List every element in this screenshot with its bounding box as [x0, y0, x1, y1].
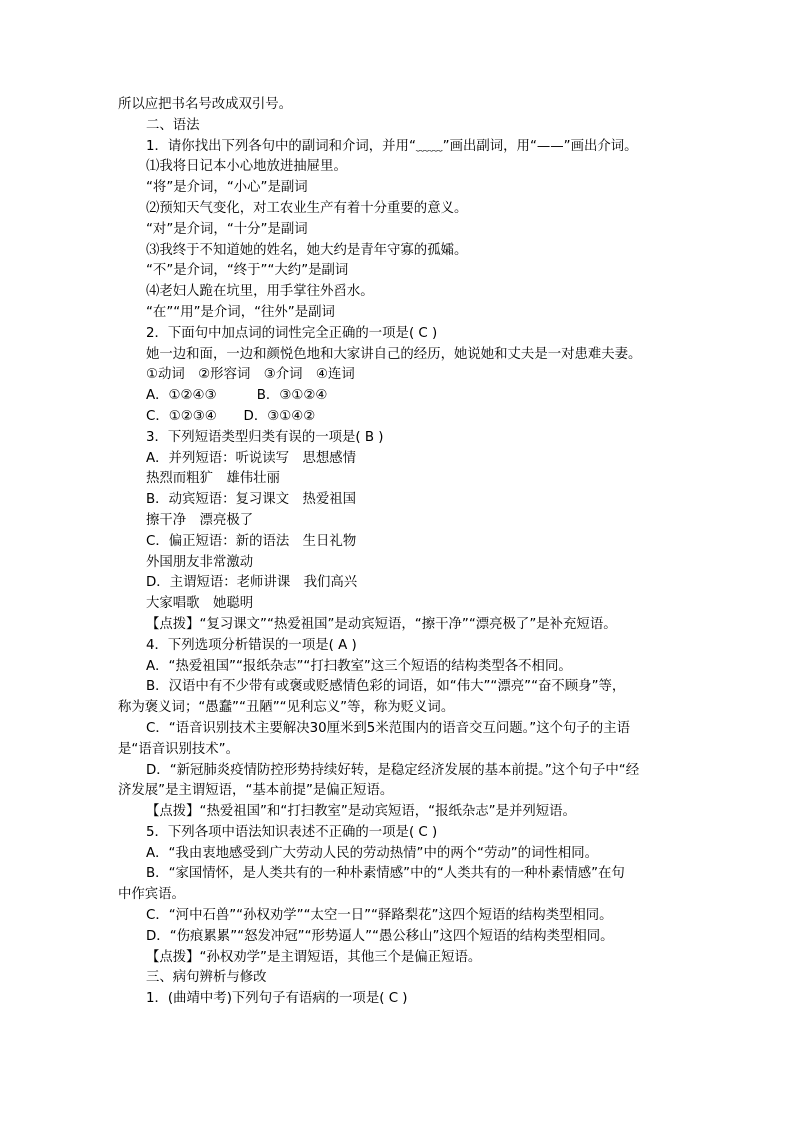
text-line: 【点拨】“热爱祖国”和“打扫教室”是动宾短语，“报纸杂志”是并列短语。 — [146, 804, 576, 820]
text-line: C．偏正短语：新的语法 生日礼物 — [146, 533, 357, 549]
text-line: 是“语音识别技术”。 — [118, 741, 239, 757]
text-line: 3．下列短语类型归类有误的一项是( B ) — [146, 429, 384, 445]
text-line: 称为褒义词；“愚蠢”“丑陋”“见利忘义”等，称为贬义词。 — [118, 700, 455, 716]
text-line: A．①②④③ B．③①②④ — [146, 388, 328, 404]
text-line: ⑷老妇人跪在坑里，用手掌往外舀水。 — [146, 284, 374, 300]
text-line: 1．(曲靖中考)下列句子有语病的一项是( C ) — [146, 991, 408, 1007]
text-line: C．“河中石兽”“孙权劝学”“太空一日”“驿路梨花”这四个短语的结构类型相同。 — [146, 908, 613, 924]
text-line: 1．请你找出下列各句中的副词和介词，并用“﹏﹏”画出副词，用“——”画出介词。 — [146, 138, 638, 154]
text-line: ①动词 ②形容词 ③介词 ④连词 — [146, 367, 355, 383]
text-line: C．“语音识别技术主要解决30厘米到5米范围内的语音交互问题。”这个句子的主语 — [146, 720, 630, 736]
text-line: ⑴我将日记本小心地放进抽屉里。 — [146, 159, 347, 175]
text-line: “不”是介词，“终于”“大约”是副词 — [146, 263, 349, 279]
text-line: 中作宾语。 — [118, 887, 185, 903]
text-line: A．“我由衷地感受到广大劳动人民的劳动热情”中的两个“劳动”的词性相同。 — [146, 845, 599, 861]
text-line: “对”是介词，“十分”是副词 — [146, 221, 308, 237]
text-line: 【点拨】“复习课文”“热爱祖国”是动宾短语，“擦干净”“漂亮极了”是补充短语。 — [146, 616, 617, 632]
text-line: 大家唱歌 她聪明 — [146, 596, 254, 612]
text-line: 她一边和面，一边和颜悦色地和大家讲自己的经历，她说她和丈夫是一对患难夫妻。 — [146, 346, 642, 362]
text-line: 【点拨】“孙权劝学”是主谓短语，其他三个是偏正短语。 — [146, 949, 482, 965]
text-line: 济发展”是主谓短语，“基本前提”是偏正短语。 — [118, 783, 394, 799]
text-line: “将”是介词，“小心”是副词 — [146, 180, 308, 196]
text-line: 二、语法 — [146, 117, 200, 133]
text-line: B．动宾短语：复习课文 热爱祖国 — [146, 492, 357, 508]
text-line: D．“新冠肺炎疫情防控形势持续好转，是稳定经济发展的基本前提。”这个句子中“经 — [146, 762, 640, 778]
text-line: 擦干净 漂亮极了 — [146, 512, 254, 528]
text-line: 外国朋友非常激动 — [146, 554, 254, 570]
text-line: ⑶我终于不知道她的姓名，她大约是青年守寡的孤孀。 — [146, 242, 468, 258]
text-line: 热烈而粗犷 雄伟壮丽 — [146, 471, 280, 487]
text-line: 2．下面句中加点词的词性完全正确的一项是( C ) — [146, 325, 438, 341]
text-line: 三、病句辨析与修改 — [146, 970, 267, 986]
text-line: ⑵预知天气变化，对工农业生产有着十分重要的意义。 — [146, 200, 468, 216]
text-line: A．并列短语：听说读写 思想感情 — [146, 450, 357, 466]
text-line: “在”“用”是介词，“往外”是副词 — [146, 304, 335, 320]
text-line: D．主谓短语：老师讲课 我们高兴 — [146, 575, 358, 591]
text-line: A．“热爱祖国”“报纸杂志”“打扫教室”这三个短语的结构类型各不相同。 — [146, 658, 572, 674]
text-line: 4．下列选项分析错误的一项是( A ) — [146, 637, 357, 653]
text-line: B．汉语中有不少带有或褒或贬感情色彩的词语，如“伟大”“漂亮”“奋不顾身”等， — [146, 679, 626, 695]
text-line: B．“家国情怀，是人类共有的一种朴素情感”中的“人类共有的一种朴素情感”在句 — [146, 866, 625, 882]
text-line: D．“伤痕累累”“怒发冲冠”“形势逼人”“愚公移山”这四个短语的结构类型相同。 — [146, 928, 614, 944]
document-page — [118, 95, 678, 1010]
text-line: 所以应把书名号改成双引号。 — [118, 97, 293, 112]
text-line: 5．下列各项中语法知识表述不正确的一项是( C ) — [146, 824, 438, 840]
text-line: C．①②③④ D．③①④② — [146, 408, 316, 424]
